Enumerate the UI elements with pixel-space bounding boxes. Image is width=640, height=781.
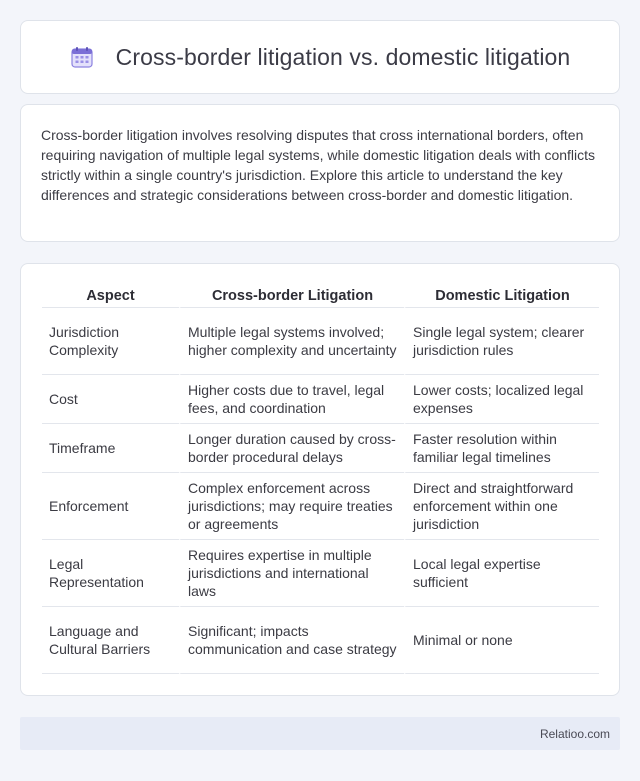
table-header-row: [42, 284, 599, 308]
table-cell-aspect: Jurisdiction Complexity: [42, 308, 179, 375]
table-cell-domestic: Direct and straightforward enforcement within one jurisdiction: [404, 473, 599, 540]
table-cell-domestic: Minimal or none: [404, 607, 599, 674]
table-row: [42, 473, 599, 540]
table-row: [42, 607, 599, 674]
comparison-table: [42, 284, 599, 674]
table-cell-domestic: Single legal system; clearer jurisdiction rules: [404, 308, 599, 375]
table-cell-aspect: Timeframe: [42, 424, 179, 473]
table-row: [42, 308, 599, 375]
intro-paragraph: Cross-border litigation involves resolving disputes that cross international borders, often requiring navigation of multiple legal systems, while domestic litigation deals with conflicts strictly within a single country's jurisdiction. Explore this article to understand the key differences and strategic considerations between cross-border and domestic litigation.: [41, 127, 596, 203]
table-cell-cross-border: Significant; impacts communication and case strategy: [179, 607, 404, 674]
header-card: [20, 20, 620, 94]
page-title: Cross-border litigation vs. domestic litigation: [115, 43, 571, 70]
intro-card: [20, 104, 620, 242]
column-header-domestic: Domestic Litigation: [404, 284, 599, 308]
table-cell-cross-border: Complex enforcement across jurisdictions; may require treaties or agreements: [179, 473, 404, 540]
title-wrap: [70, 44, 571, 71]
table-cell-domestic: Faster resolution within familiar legal timelines: [404, 424, 599, 473]
footer-bar: [20, 717, 620, 750]
comparison-table-card: [20, 263, 620, 696]
table-cell-cross-border: Multiple legal systems involved; higher complexity and uncertainty: [179, 308, 404, 375]
calendar-icon: [70, 45, 94, 69]
table-cell-aspect: Cost: [42, 375, 179, 424]
table-cell-aspect: Legal Representation: [42, 540, 179, 607]
table-cell-cross-border: Requires expertise in multiple jurisdictions and international laws: [179, 540, 404, 607]
table-cell-cross-border: Longer duration caused by cross-border procedural delays: [179, 424, 404, 473]
table-cell-aspect: Language and Cultural Barriers: [42, 607, 179, 674]
table-cell-cross-border: Higher costs due to travel, legal fees, and coordination: [179, 375, 404, 424]
table-row: [42, 540, 599, 607]
column-header-aspect: Aspect: [42, 284, 179, 308]
table-cell-domestic: Local legal expertise sufficient: [404, 540, 599, 607]
table-cell-aspect: Enforcement: [42, 473, 179, 540]
table-row: [42, 375, 599, 424]
table-cell-domestic: Lower costs; localized legal expenses: [404, 375, 599, 424]
column-header-cross-border: Cross-border Litigation: [179, 284, 404, 308]
footer-site-name: Relatioo.com: [539, 726, 610, 741]
table-row: [42, 424, 599, 473]
